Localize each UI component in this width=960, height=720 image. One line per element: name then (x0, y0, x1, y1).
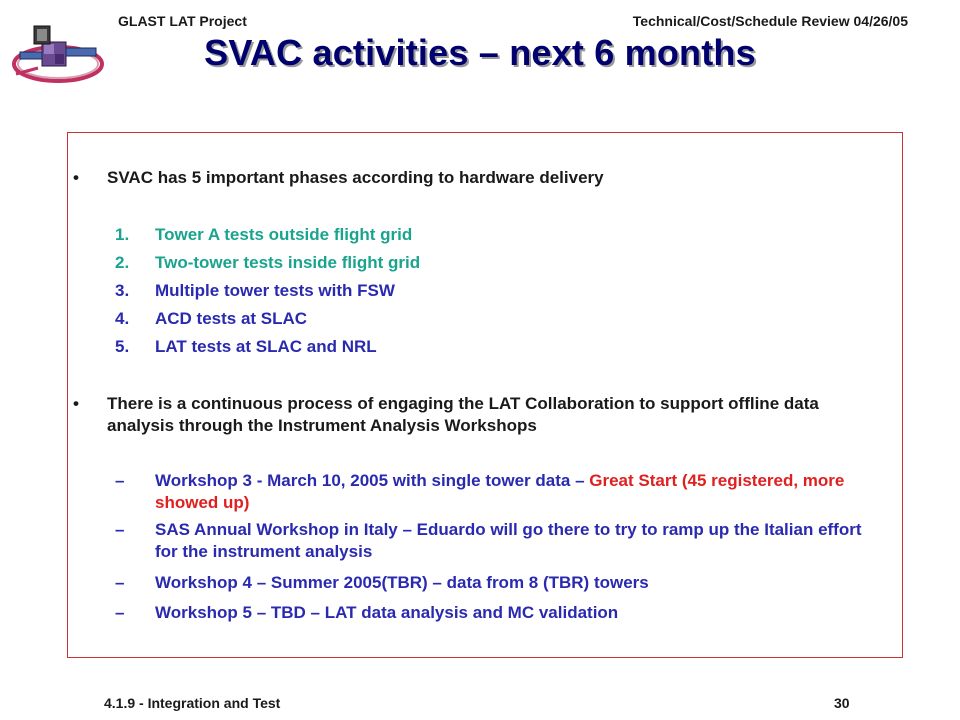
header-project: GLAST LAT Project (118, 13, 247, 29)
footer-page-number: 30 (834, 695, 850, 711)
bullet-text: SVAC has 5 important phases according to hardware delivery (107, 168, 604, 187)
phase-number: 5. (115, 337, 130, 356)
phase-text: Multiple tower tests with FSW (155, 281, 395, 300)
workshop-dash: – (115, 573, 125, 592)
phase-number: 1. (115, 225, 130, 244)
footer-section: 4.1.9 - Integration and Test (104, 695, 281, 711)
workshop-text: SAS Annual Workshop in Italy – Eduardo will go there to try to ramp up the Italian effort for the instrument analysis (155, 520, 862, 561)
workshop-text-main: Workshop 3 - March 10, 2005 with single tower data – (155, 471, 590, 490)
phase-number: 3. (115, 281, 130, 300)
phase-number: 2. (115, 253, 130, 272)
phase-number: 4. (115, 309, 130, 328)
workshop-text: Workshop 5 – TBD – LAT data analysis and MC validation (155, 603, 619, 622)
workshop-dash: – (115, 603, 125, 622)
header-review: Technical/Cost/Schedule Review 04/26/05 (632, 13, 908, 29)
workshop-highlight: Great Start (45 registered, more showed up) (155, 471, 845, 512)
page-title: SVAC activities – next 6 months (204, 32, 756, 73)
bullet-text: There is a continuous process of engaging the LAT Collaboration to support offline data analysis through the Instrument Analysis Workshops (107, 394, 819, 435)
workshop-text (155, 470, 875, 514)
workshop-text: Workshop 4 – Summer 2005(TBR) – data from 8 (TBR) towers (155, 573, 649, 592)
workshop-dash: – (115, 471, 125, 490)
phase-text: Two-tower tests inside flight grid (155, 253, 421, 272)
phase-text: ACD tests at SLAC (155, 309, 308, 328)
bullet-mark: • (73, 168, 79, 187)
bullet-mark: • (73, 394, 79, 413)
phase-text: LAT tests at SLAC and NRL (155, 337, 377, 356)
workshop-dash: – (115, 520, 125, 539)
phase-text: Tower A tests outside flight grid (155, 225, 413, 244)
